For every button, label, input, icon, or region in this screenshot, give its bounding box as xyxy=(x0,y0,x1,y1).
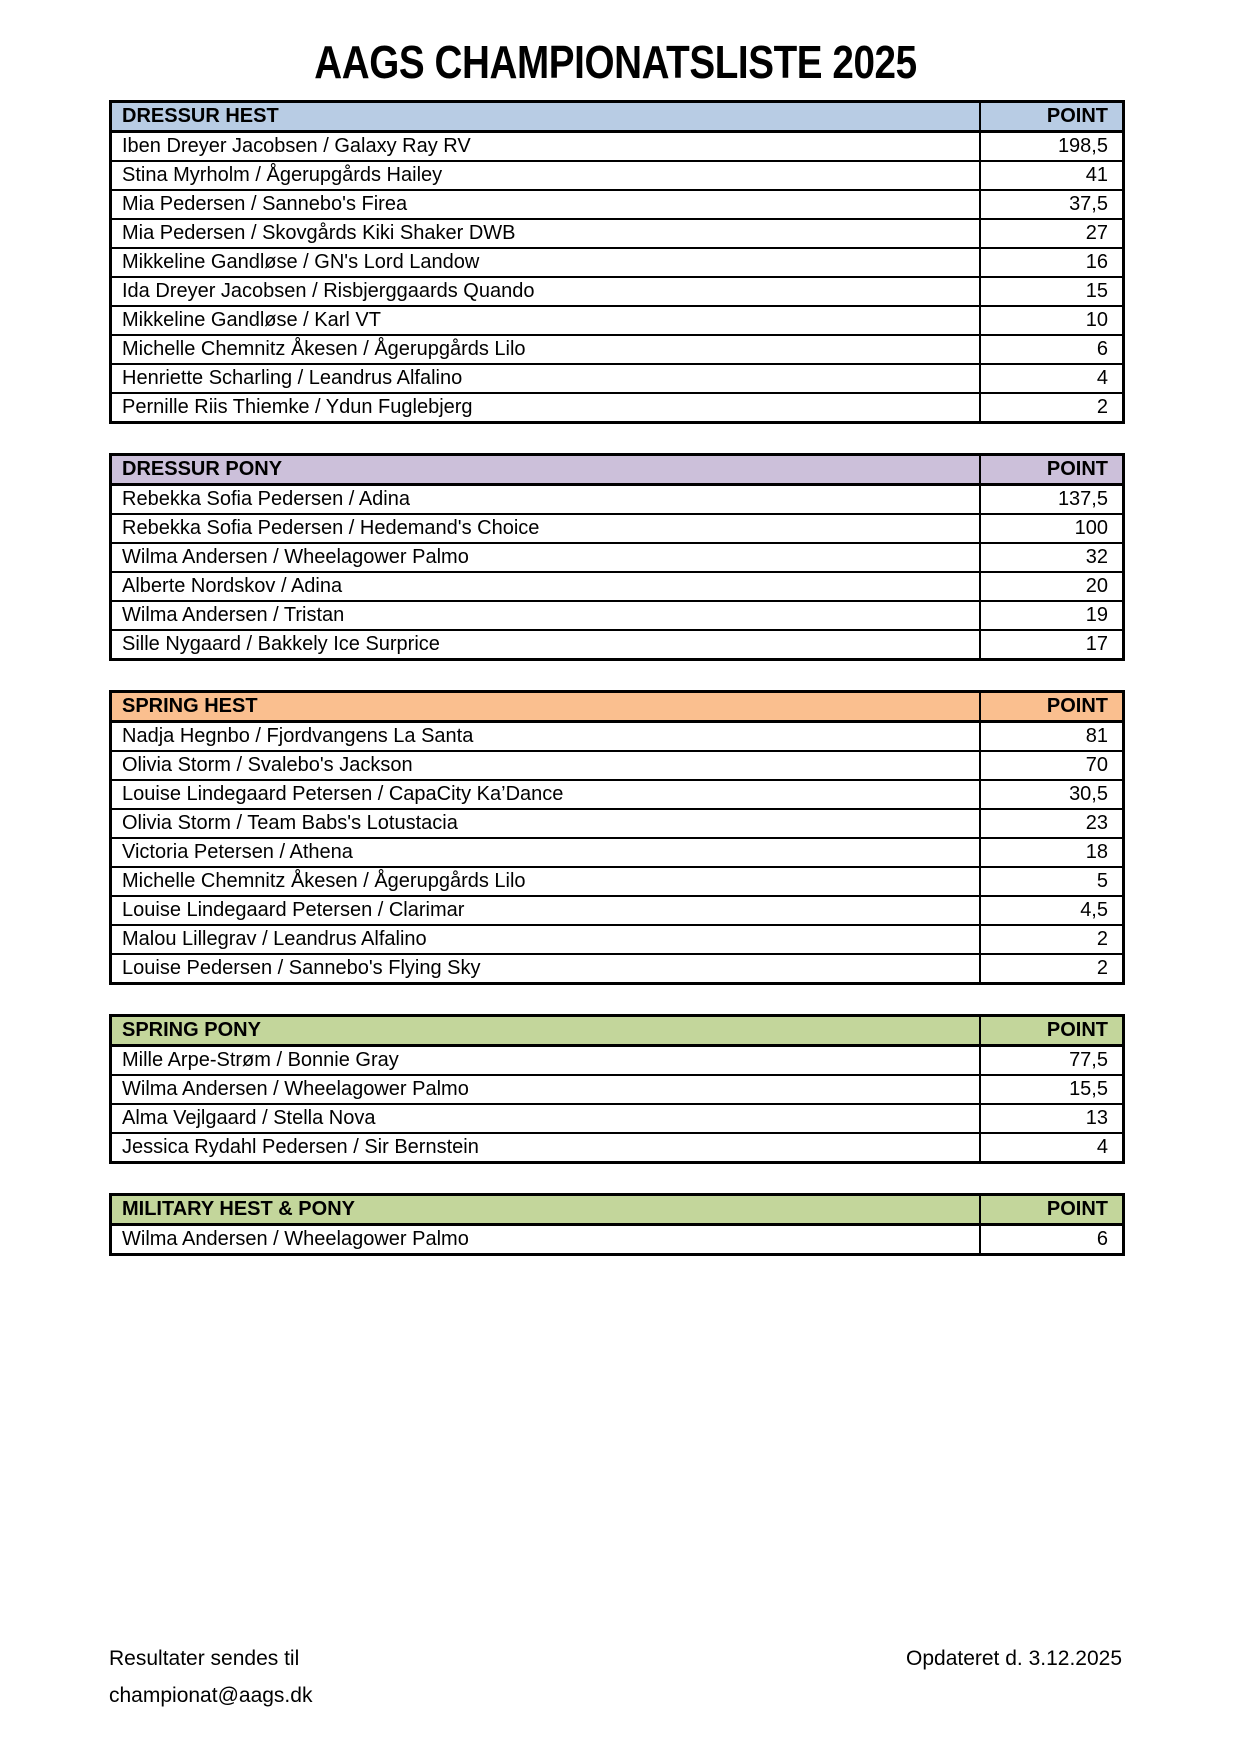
table-row xyxy=(111,751,1124,780)
table-row xyxy=(111,572,1124,601)
table-row xyxy=(111,393,1124,423)
point-column-header: POINT xyxy=(980,102,1124,132)
table-row xyxy=(111,1104,1124,1133)
points-cell: 41 xyxy=(980,161,1124,190)
points-cell: 18 xyxy=(980,838,1124,867)
table-row xyxy=(111,1046,1124,1076)
table-row xyxy=(111,335,1124,364)
points-cell: 4 xyxy=(980,1133,1124,1163)
table-row xyxy=(111,364,1124,393)
points-cell: 15,5 xyxy=(980,1075,1124,1104)
footer-updated-text: Opdateret d. 3.12.2025 xyxy=(906,1647,1122,1670)
footer-left xyxy=(109,1640,312,1714)
table-row xyxy=(111,867,1124,896)
table-row xyxy=(111,1225,1124,1255)
points-cell: 4,5 xyxy=(980,896,1124,925)
points-cell: 2 xyxy=(980,954,1124,984)
table-row xyxy=(111,1133,1124,1163)
table-dressur-hest xyxy=(109,100,1125,424)
table-row xyxy=(111,1075,1124,1104)
table-row xyxy=(111,543,1124,572)
table-row xyxy=(111,219,1124,248)
points-cell: 16 xyxy=(980,248,1124,277)
table-header-row-spring-hest xyxy=(111,692,1124,722)
section-title-military-hest-pony: MILITARY HEST & PONY xyxy=(111,1195,980,1225)
table-dressur-pony xyxy=(109,453,1125,661)
points-cell: 32 xyxy=(980,543,1124,572)
footer-email: championat@aags.dk xyxy=(109,1684,313,1707)
table-header-row-dressur-pony xyxy=(111,455,1124,485)
rider-horse-cell: Ida Dreyer Jacobsen / Risbjerggaards Quando xyxy=(111,277,980,306)
rider-horse-cell: Louise Lindegaard Petersen / Clarimar xyxy=(111,896,980,925)
rider-horse-cell: Olivia Storm / Svalebo's Jackson xyxy=(111,751,980,780)
points-cell: 6 xyxy=(980,335,1124,364)
table-row xyxy=(111,132,1124,162)
points-cell: 5 xyxy=(980,867,1124,896)
table-spring-pony xyxy=(109,1014,1125,1164)
section-title-dressur-hest: DRESSUR HEST xyxy=(111,102,980,132)
points-cell: 4 xyxy=(980,364,1124,393)
table-row xyxy=(111,485,1124,515)
table-header-row-dressur-hest xyxy=(111,102,1124,132)
table-row xyxy=(111,514,1124,543)
page-title: AAGS CHAMPIONATSLISTE 2025 xyxy=(314,36,917,88)
points-cell: 2 xyxy=(980,925,1124,954)
table-row xyxy=(111,277,1124,306)
rider-horse-cell: Mia Pedersen / Skovgårds Kiki Shaker DWB xyxy=(111,219,980,248)
table-row xyxy=(111,780,1124,809)
rider-horse-cell: Michelle Chemnitz Åkesen / Ågerupgårds Lilo xyxy=(111,335,980,364)
points-cell: 137,5 xyxy=(980,485,1124,515)
table-row xyxy=(111,896,1124,925)
points-cell: 100 xyxy=(980,514,1124,543)
rider-horse-cell: Mikkeline Gandløse / GN's Lord Landow xyxy=(111,248,980,277)
rider-horse-cell: Alberte Nordskov / Adina xyxy=(111,572,980,601)
points-cell: 2 xyxy=(980,393,1124,423)
rider-horse-cell: Wilma Andersen / Wheelagower Palmo xyxy=(111,1225,980,1255)
rider-horse-cell: Rebekka Sofia Pedersen / Adina xyxy=(111,485,980,515)
points-cell: 20 xyxy=(980,572,1124,601)
point-column-header: POINT xyxy=(980,1195,1124,1225)
section-title-spring-pony: SPRING PONY xyxy=(111,1016,980,1046)
table-row xyxy=(111,630,1124,660)
points-cell: 19 xyxy=(980,601,1124,630)
points-cell: 198,5 xyxy=(980,132,1124,162)
rider-horse-cell: Louise Pedersen / Sannebo's Flying Sky xyxy=(111,954,980,984)
rider-horse-cell: Sille Nygaard / Bakkely Ice Surprice xyxy=(111,630,980,660)
tables-container xyxy=(109,100,1122,1256)
rider-horse-cell: Louise Lindegaard Petersen / CapaCity Ka’Dance xyxy=(111,780,980,809)
rider-horse-cell: Alma Vejlgaard / Stella Nova xyxy=(111,1104,980,1133)
table-row xyxy=(111,190,1124,219)
rider-horse-cell: Nadja Hegnbo / Fjordvangens La Santa xyxy=(111,722,980,752)
rider-horse-cell: Mille Arpe-Strøm / Bonnie Gray xyxy=(111,1046,980,1076)
rider-horse-cell: Malou Lillegrav / Leandrus Alfalino xyxy=(111,925,980,954)
table-row xyxy=(111,838,1124,867)
points-cell: 81 xyxy=(980,722,1124,752)
rider-horse-cell: Henriette Scharling / Leandrus Alfalino xyxy=(111,364,980,393)
points-cell: 70 xyxy=(980,751,1124,780)
section-title-dressur-pony: DRESSUR PONY xyxy=(111,455,980,485)
table-row xyxy=(111,809,1124,838)
points-cell: 15 xyxy=(980,277,1124,306)
rider-horse-cell: Wilma Andersen / Wheelagower Palmo xyxy=(111,543,980,572)
point-column-header: POINT xyxy=(980,1016,1124,1046)
table-row xyxy=(111,248,1124,277)
points-cell: 77,5 xyxy=(980,1046,1124,1076)
table-row xyxy=(111,925,1124,954)
table-header-row-spring-pony xyxy=(111,1016,1124,1046)
points-cell: 37,5 xyxy=(980,190,1124,219)
point-column-header: POINT xyxy=(980,692,1124,722)
points-cell: 27 xyxy=(980,219,1124,248)
section-title-spring-hest: SPRING HEST xyxy=(111,692,980,722)
rider-horse-cell: Victoria Petersen / Athena xyxy=(111,838,980,867)
page-content xyxy=(109,0,1122,1285)
rider-horse-cell: Wilma Andersen / Wheelagower Palmo xyxy=(111,1075,980,1104)
rider-horse-cell: Stina Myrholm / Ågerupgårds Hailey xyxy=(111,161,980,190)
point-column-header: POINT xyxy=(980,455,1124,485)
footer-results-text: Resultater sendes til xyxy=(109,1647,300,1670)
points-cell: 30,5 xyxy=(980,780,1124,809)
rider-horse-cell: Rebekka Sofia Pedersen / Hedemand's Choice xyxy=(111,514,980,543)
table-military-hest-pony xyxy=(109,1193,1125,1256)
points-cell: 6 xyxy=(980,1225,1124,1255)
rider-horse-cell: Mia Pedersen / Sannebo's Firea xyxy=(111,190,980,219)
table-row xyxy=(111,161,1124,190)
table-spring-hest xyxy=(109,690,1125,985)
points-cell: 17 xyxy=(980,630,1124,660)
rider-horse-cell: Mikkeline Gandløse / Karl VT xyxy=(111,306,980,335)
table-row xyxy=(111,954,1124,984)
table-row xyxy=(111,306,1124,335)
rider-horse-cell: Wilma Andersen / Tristan xyxy=(111,601,980,630)
rider-horse-cell: Iben Dreyer Jacobsen / Galaxy Ray RV xyxy=(111,132,980,162)
rider-horse-cell: Jessica Rydahl Pedersen / Sir Bernstein xyxy=(111,1133,980,1163)
rider-horse-cell: Olivia Storm / Team Babs's Lotustacia xyxy=(111,809,980,838)
rider-horse-cell: Pernille Riis Thiemke / Ydun Fuglebjerg xyxy=(111,393,980,423)
points-cell: 23 xyxy=(980,809,1124,838)
table-row xyxy=(111,601,1124,630)
table-row xyxy=(111,722,1124,752)
table-header-row-military-hest-pony xyxy=(111,1195,1124,1225)
points-cell: 13 xyxy=(980,1104,1124,1133)
rider-horse-cell: Michelle Chemnitz Åkesen / Ågerupgårds Lilo xyxy=(111,867,980,896)
points-cell: 10 xyxy=(980,306,1124,335)
